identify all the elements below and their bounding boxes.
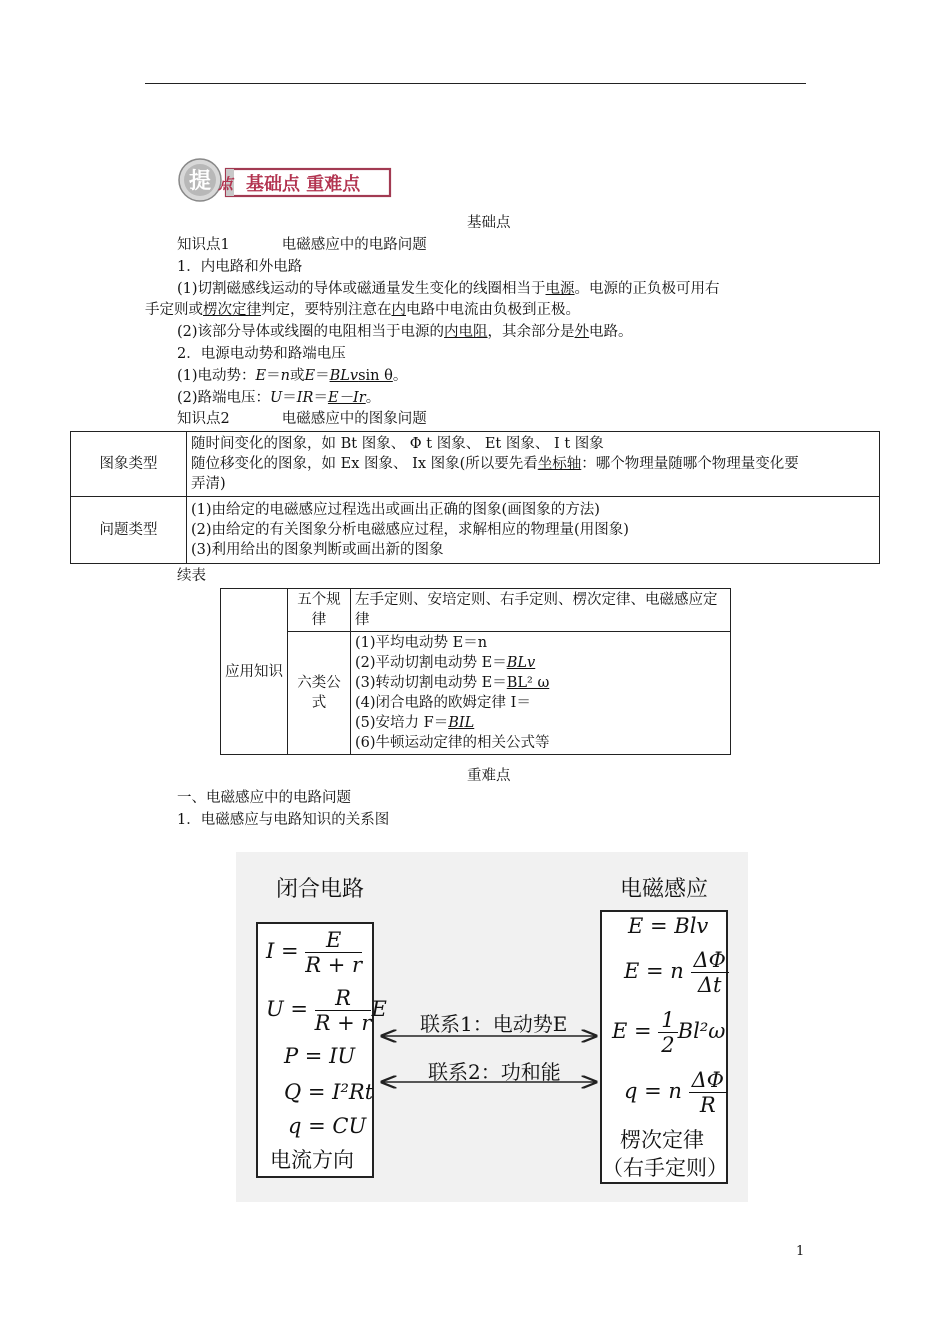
badge-suffix-glyph: 点 — [218, 175, 234, 193]
five-laws-content: 左手定则、安培定则、右手定则、楞次定律、电磁感应定律 — [351, 589, 731, 632]
blank-blv-2: BLv — [506, 655, 536, 671]
badge-graphic — [176, 158, 394, 202]
section-badge — [176, 158, 394, 202]
heading-relation-diagram: 1．电磁感应与电路知识的关系图 — [177, 812, 390, 828]
section-title-basic: 基础点 — [467, 215, 511, 231]
p1-title: 1．内电路和外电路 — [177, 259, 303, 275]
p1-1-line2: 手定则或楞次定律判定，要特别注意在内电路中电流由负极到正极。 — [145, 302, 580, 318]
formula-q: q = CU — [288, 1114, 367, 1138]
six-formulas-content: (1)平均电动势 E＝n (2)平动切割电动势 E＝BLv (3)转动切割电动势 E＝BL² ω (4)闭合电路的欧姆定律 I＝ (5)安培力 F＝BIL (6)牛顿运动定律的相关公式等 — [351, 632, 731, 755]
continued-table-label: 续表 — [177, 568, 206, 584]
blank-bil: BIL — [448, 715, 475, 731]
blank-axis: 坐标轴 — [537, 456, 582, 472]
emf-line: (1)电动势：E＝n或E＝BLvsin θ。 — [177, 368, 408, 384]
formula-I: I = $\frac{E}{R + r}$ — [266, 928, 363, 977]
badge-title: 基础点 重难点 — [246, 174, 361, 195]
application-table — [220, 588, 731, 755]
graph-type-label: 图象类型 — [71, 432, 187, 497]
header-rule — [145, 83, 806, 84]
em-induction-box — [600, 910, 728, 1184]
blank-power-source: 电源 — [545, 281, 575, 297]
formula-q-charge: q = n $\frac{\Delta\Phi}{R}$ — [624, 1068, 727, 1117]
blank-bl2w: BL² ω — [506, 675, 550, 691]
knowledge-point-2 — [177, 409, 427, 429]
formula-U: U = $\frac{R}{R + r}$ E — [266, 986, 387, 1035]
blank-e-minus-ir: E－Ir — [327, 390, 366, 406]
section-title-key: 重难点 — [467, 768, 511, 784]
blank-outer: 外 — [574, 324, 590, 340]
right-hand-rule: （右手定则） — [602, 1156, 728, 1180]
page-number: 1 — [796, 1244, 805, 1259]
five-laws-label: 五个规律 — [288, 589, 351, 632]
kp2-num: 知识点2 — [177, 411, 230, 427]
formula-P: P = IU — [284, 1044, 356, 1068]
heading-circuit-problem: 一、电磁感应中的电路问题 — [177, 790, 351, 806]
lenz-law: 楞次定律 — [620, 1128, 704, 1152]
kp2-title: 电磁感应中的图象问题 — [281, 411, 427, 427]
link2-label: 联系2：功和能 — [428, 1060, 561, 1084]
six-formulas-label: 六类公式 — [288, 632, 351, 755]
closed-circuit-box — [256, 922, 387, 1178]
voltage-line: (2)路端电压：U＝IR＝E－Ir。 — [177, 390, 381, 406]
problem-type-label: 问题类型 — [71, 497, 187, 564]
link1-label: 联系1：电动势E — [420, 1012, 568, 1036]
kp1-title: 电磁感应中的电路问题 — [281, 237, 427, 253]
graph-type-content: 随时间变化的图象，如 Bt 图象、 Φ t 图象、 Et 图象、 I t 图象 随位移变化的图象，如 Ex 图象、 Ix 图象(所以要先看坐标轴：哪个物理量随哪个物理量变化要 弄清) — [187, 432, 880, 497]
formula-E-faraday: E = n $\frac{\Delta\Phi}{\Delta t}$ — [624, 948, 729, 997]
formula-E-rotation: E = $\frac{1}{2}$ Bl²ω — [612, 1008, 726, 1057]
blank-lenz-law: 楞次定律 — [203, 302, 261, 318]
formula-Q: Q = I²Rt — [284, 1080, 374, 1104]
p1-2: (2)该部分导体或线圈的电阻相当于电源的内电阻，其余部分是外电路。 — [177, 324, 633, 340]
badge-icon-glyph: 提 — [188, 169, 212, 194]
closed-circuit-title: 闭合电路 — [276, 877, 365, 902]
graph-table — [70, 431, 880, 564]
p2-title: 2．电源电动势和路端电压 — [177, 346, 346, 362]
problem-type-content: (1)由给定的电磁感应过程选出或画出正确的图象(画图象的方法) (2)由给定的有关图象分析电磁感应过程，求解相应的物理量(用图象) (3)利用给出的图象判断或画出新的图象 — [187, 497, 880, 564]
relation-diagram — [236, 852, 748, 1202]
current-direction: 电流方向 — [270, 1148, 354, 1172]
blank-inner: 内 — [391, 302, 406, 318]
kp1-num: 知识点1 — [177, 237, 230, 253]
blank-blv: BLv — [329, 368, 359, 384]
apply-knowledge-label: 应用知识 — [221, 589, 288, 755]
em-induction-title: 电磁感应 — [620, 877, 709, 902]
knowledge-point-1 — [177, 235, 427, 255]
p1-1-line1: (1)切割磁感线运动的导体或磁通量发生变化的线圈相当于电源。电源的正负极可用右 — [177, 281, 720, 297]
formula-E-blv: E = Blv — [628, 914, 709, 938]
blank-internal-resistance: 内电阻 — [444, 324, 488, 340]
